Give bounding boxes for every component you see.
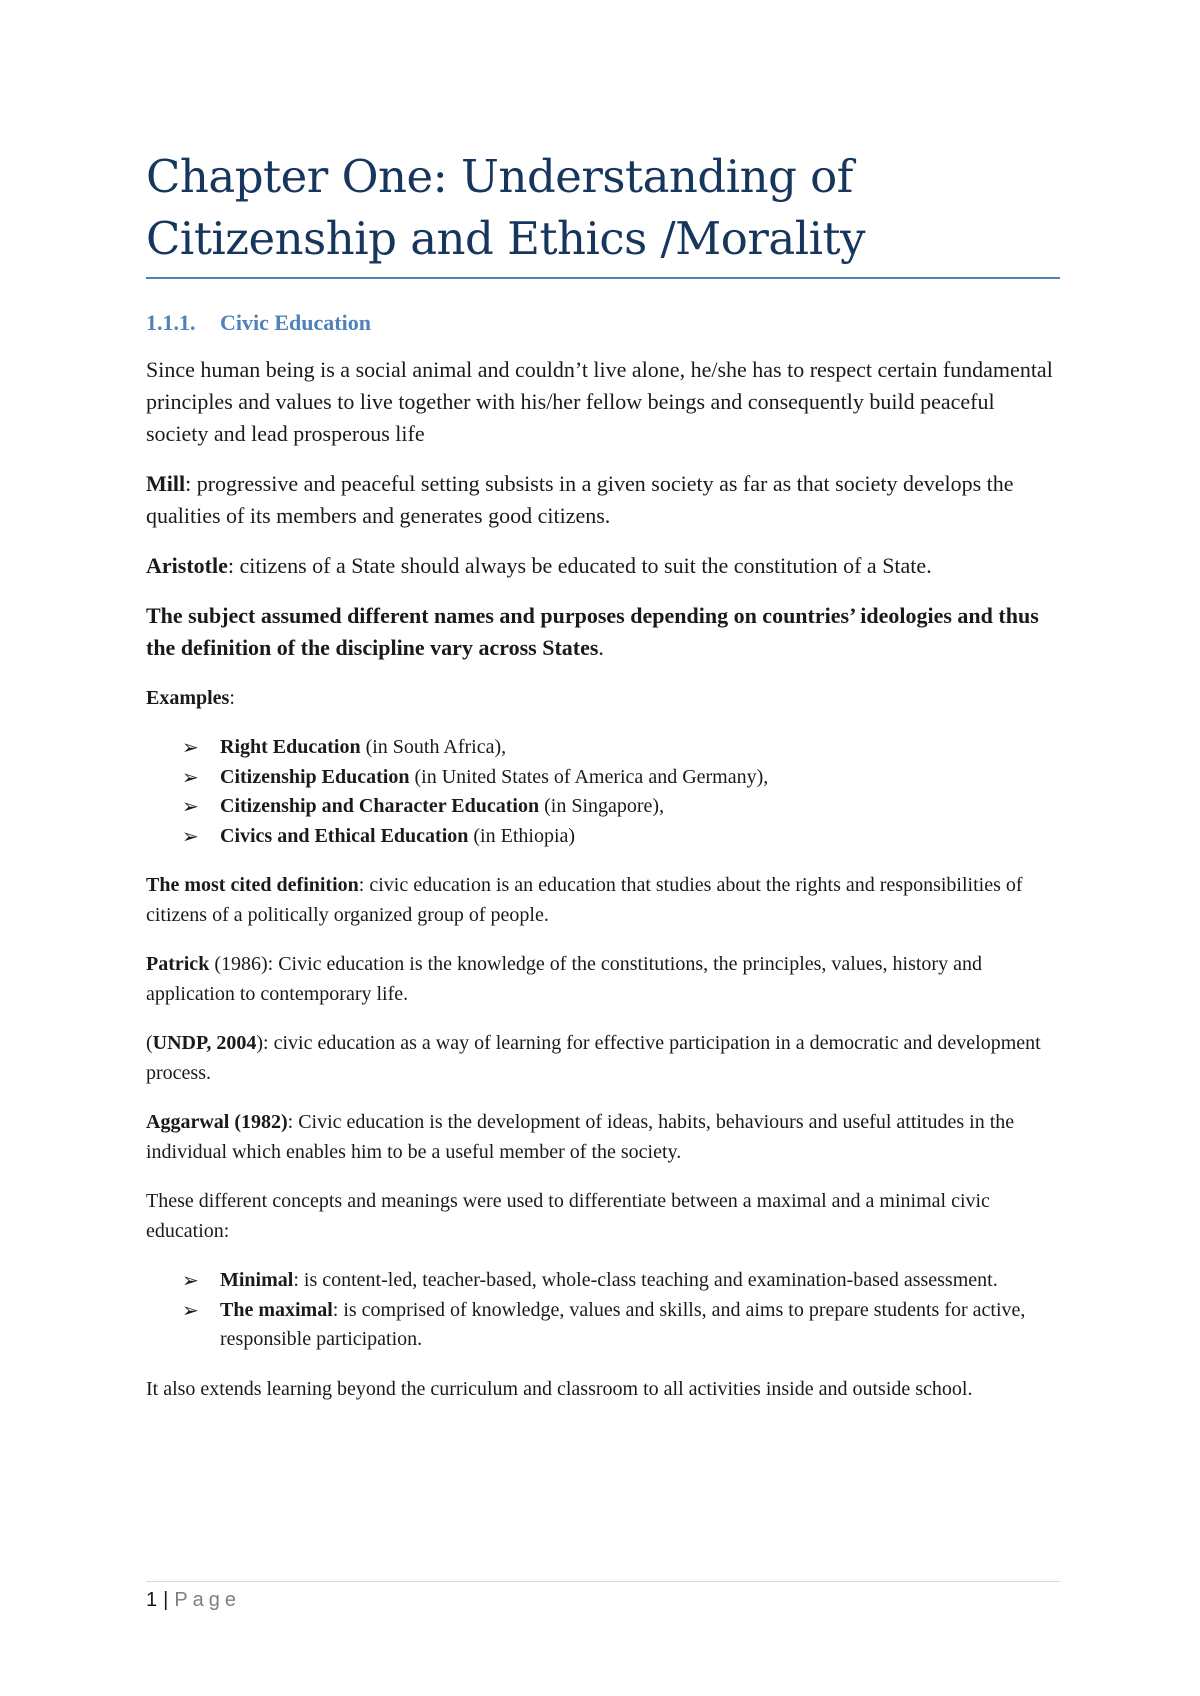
chapter-title-line-2: Citizenship and Ethics /Morality <box>146 212 865 265</box>
arrow-bullet-icon: ➢ <box>182 794 199 818</box>
example-country: (in Ethiopia) <box>468 824 576 847</box>
most-cited-label: The most cited definition <box>146 874 359 896</box>
example-name: Citizenship and Character Education <box>220 795 540 817</box>
arrow-bullet-icon: ➢ <box>182 1268 199 1292</box>
types-list <box>146 1266 1060 1355</box>
patrick-paragraph <box>146 950 1060 1009</box>
footer-separator: | <box>163 1589 169 1611</box>
aristotle-text: : citizens of a State should always be educated to suit the constitution of a State. <box>227 553 932 578</box>
mill-label: Mill <box>146 471 186 496</box>
list-item <box>146 763 1060 793</box>
arrow-bullet-icon: ➢ <box>182 823 199 848</box>
example-country: (in Singapore), <box>539 795 665 817</box>
aggarwal-paragraph <box>146 1108 1060 1167</box>
aristotle-label: Aristotle <box>146 553 228 578</box>
type-name: The maximal <box>220 1298 333 1321</box>
section-number: 1.1.1. <box>146 310 196 335</box>
list-item <box>146 1296 1060 1355</box>
intro-paragraph: Since human being is a social animal and couldn’t live alone, he/she has to respect certain fundamental principles and values to live together with his/her fellow beings and consequently build peaceful society and lead prosperous life <box>146 357 1053 446</box>
arrow-bullet-icon: ➢ <box>182 1297 199 1322</box>
list-item <box>146 822 1060 852</box>
type-description: : is comprised of knowledge, values and skills, and aims to prepare students for active, responsible participation. <box>220 1298 1026 1350</box>
closing-paragraph: It also extends learning beyond the curriculum and classroom to all activities inside and outside school. <box>146 1377 973 1400</box>
section-title: Civic Education <box>220 310 371 335</box>
examples-label-line <box>146 684 1060 713</box>
arrow-bullet-icon: ➢ <box>182 735 199 759</box>
footer-divider <box>146 1581 1060 1582</box>
example-country: (in United States of America and Germany), <box>409 765 769 788</box>
arrow-bullet-icon: ➢ <box>182 764 199 789</box>
example-country: (in South Africa), <box>360 736 507 758</box>
subject-period: . <box>598 635 604 660</box>
aristotle-paragraph <box>146 550 1060 582</box>
type-name: Minimal <box>220 1269 294 1291</box>
list-item <box>146 1266 1060 1296</box>
page-word: Page <box>174 1589 242 1611</box>
examples-list <box>146 733 1060 851</box>
type-description: : is content-led, teacher-based, whole-class teaching and examination-based assessment. <box>293 1269 998 1291</box>
patrick-label: Patrick <box>146 953 210 975</box>
example-name: Civics and Ethical Education <box>220 824 469 847</box>
undp-paragraph <box>146 1029 1060 1088</box>
aggarwal-label: Aggarwal (1982) <box>146 1111 288 1133</box>
chapter-title-line-1: Chapter One: Understanding of <box>146 150 853 203</box>
mill-paragraph <box>146 468 1060 532</box>
document-body <box>146 308 1060 1424</box>
examples-colon: : <box>229 687 235 709</box>
subject-paragraph <box>146 600 1060 664</box>
page-footer <box>146 1587 241 1613</box>
concepts-paragraph: These different concepts and meanings were used to differentiate between a maximal and a minimal civic education: <box>146 1190 990 1242</box>
patrick-text: (1986): Civic education is the knowledge of the constitutions, the principles, values, history and application to contemporary life. <box>146 953 982 1005</box>
undp-text: ): civic education as a way of learning for effective participation in a democratic and development process. <box>146 1032 1041 1084</box>
mill-text: : progressive and peaceful setting subsists in a given society as far as that society develops the qualities of its members and generates good citizens. <box>146 471 1014 528</box>
most-cited-paragraph <box>146 871 1060 930</box>
example-name: Right Education <box>220 736 361 758</box>
list-item <box>146 792 1060 822</box>
example-name: Citizenship Education <box>220 765 410 788</box>
undp-open-paren: ( <box>146 1032 153 1054</box>
examples-label: Examples <box>146 687 230 709</box>
most-cited-text: : civic education is an education that studies about the rights and responsibilities of citizens of a politically organized group of people. <box>146 874 1023 926</box>
section-heading <box>146 308 1060 338</box>
list-item <box>146 733 1060 763</box>
title-divider <box>146 277 1060 279</box>
chapter-title <box>146 146 1060 270</box>
aggarwal-text: : Civic education is the development of ideas, habits, behaviours and useful attitudes in the individual which enables him to be a useful member of the society. <box>146 1111 1015 1163</box>
page-number: 1 <box>146 1589 158 1611</box>
subject-text: The subject assumed different names and purposes depending on countries’ ideologies and thus the definition of the discipline vary across States <box>146 603 1039 660</box>
undp-label: UNDP, 2004 <box>152 1032 257 1054</box>
